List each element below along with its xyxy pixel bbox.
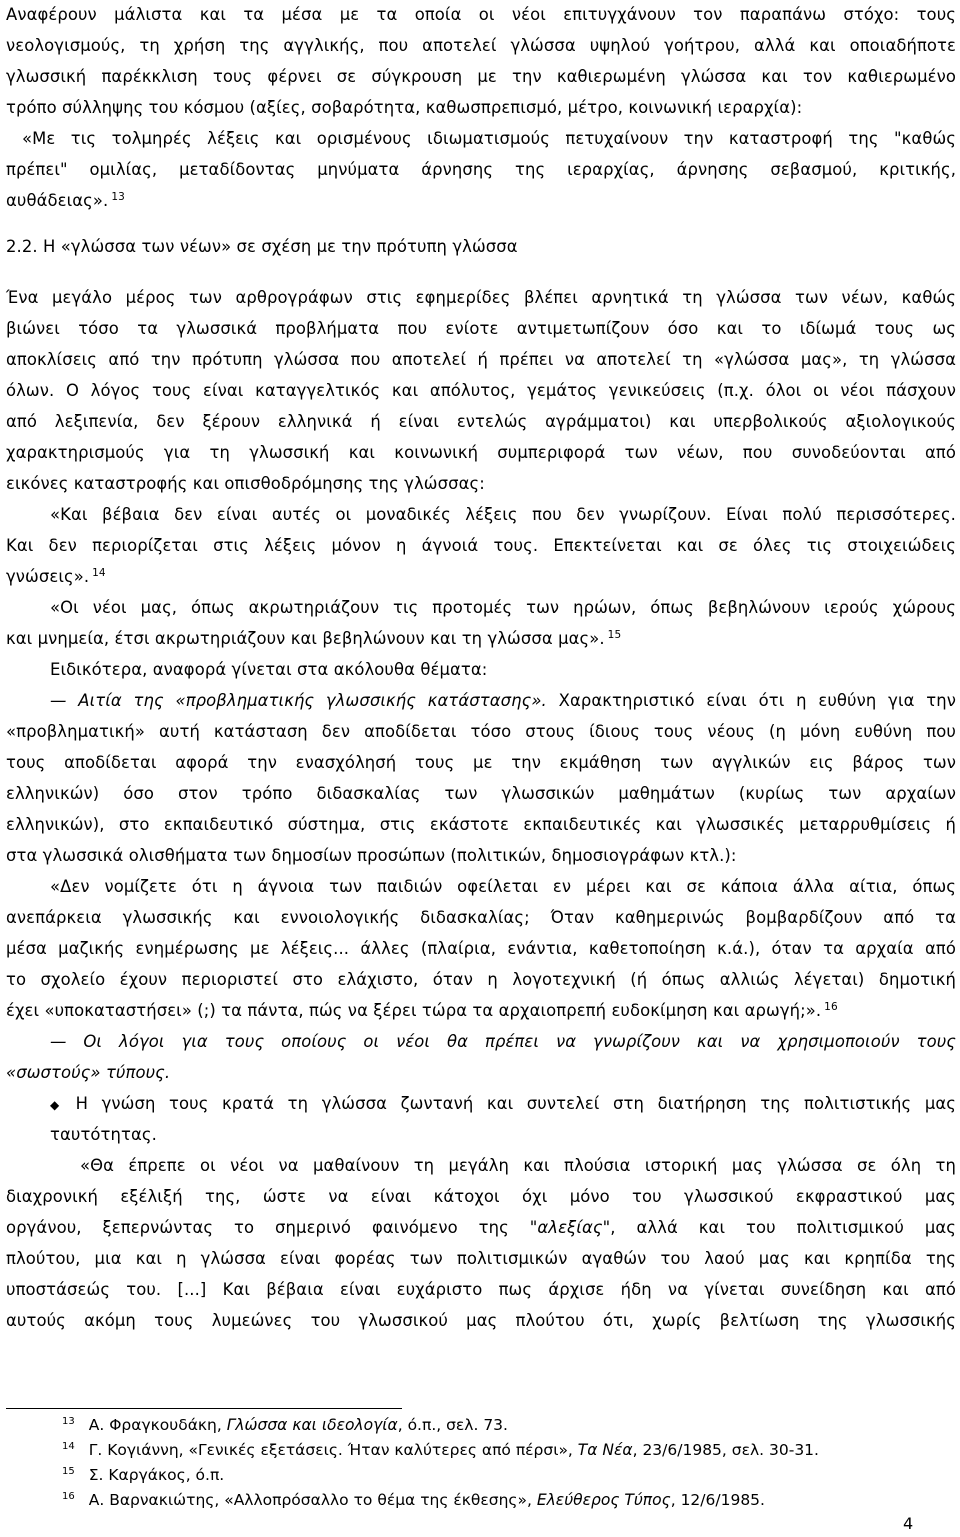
quote-line: Και δεν περιορίζεται στις λέξεις μόνον η άγνοιά τους. Επεκτείνεται και σε όλες τις στοιχειώδεις	[6, 536, 956, 555]
footnote: $^{15}$ Σ. Καργάκος, ό.π.	[62, 1465, 225, 1484]
quote-line: «Δεν νομίζετε ότι η άγνοια των παιδιών οφείλεται εν μέρει και σε κάποια άλλα αίτια, όπως	[50, 877, 956, 896]
body-line: αποκλίσεις από την πρότυπη γλώσσα που αποτελεί ή πρέπει να αποτελεί τη «γλώσσα μας», τη γλώσσα	[6, 350, 956, 369]
quote-line: οργάνου, ξεπερνώντας το σημερινό φαινόμενο της "αλεξίας", αλλά και του πολιτισμικού μας	[6, 1218, 957, 1237]
diamond-bullet-icon: ◆	[50, 1098, 68, 1112]
quote-line: το σχολείο έχουν περιοριστεί στο ελάχιστο, όταν η λογοτεχνική (ή όπως αλλιώς λέγεται) δημοτική	[6, 970, 956, 989]
footnote: $^{13}$ Α. Φραγκουδάκη, Γλώσσα και ιδεολογία, ό.π., σελ. 73.	[62, 1415, 508, 1434]
body-line: εικόνες καταστροφής και οπισθοδρόμησης της γλώσσας:	[6, 474, 485, 493]
quote-line: πρέπει" ομιλίας, μεταδίδοντας μηνύματα άρνησης της ιεραρχίας, άρνησης σεβασμού, κριτικής,	[6, 160, 956, 179]
body-line: Ειδικότερα, αναφορά γίνεται στα ακόλουθα θέματα:	[50, 660, 488, 679]
body-line: ελληνικών), στο εκπαιδευτικό σύστημα, στις εκάστοτε εκπαιδευτικές και γλωσσικές μεταρρυθμίσεις ή	[6, 815, 956, 834]
footnote: $^{14}$ Γ. Κογιάννη, «Γενικές εξετάσεις. Ήταν καλύτερες από πέρσι», Τα Νέα, 23/6/1985, σελ. 30-31.	[62, 1440, 819, 1459]
footnote-ref-16: 16	[824, 1000, 838, 1013]
quote-line: «Και βέβαια δεν είναι αυτές οι μοναδικές λέξεις που δεν γνωρίζουν. Είναι πολύ περισσότερες.	[50, 505, 956, 524]
body-line: γλωσσική παρέκκλιση τους φέρνει σε σύγκρουση με την καθιερωμένη γλώσσα και τον καθιερωμένο	[6, 67, 956, 86]
body-line: Αναφέρουν μάλιστα και τα μέσα με τα οποία οι νέοι επιτυγχάνουν τον παραπάνω στόχο: τους	[6, 5, 956, 24]
bullet-item: ταυτότητας.	[50, 1125, 157, 1144]
footnote: $^{16}$ Α. Βαρνακιώτης, «Αλλοπρόσαλλο το θέμα της έκθεσης», Ελεύθερος Τύπος, 12/6/1985.	[62, 1490, 765, 1509]
body-line: τρόπο σύλληψης του κόσμου (αξίες, σοβαρότητα, καθωσπρεπισμό, μέτρο, κοινωνική ιεραρχία):	[6, 98, 803, 117]
quote-line: μέσα μαζικής ενημέρωσης με λέξεις... άλλες (πλαίρια, ενάντια, καθετοποίηση κ.ά.), όταν τα αρχαία από	[6, 939, 956, 958]
footnote-ref-15: 15	[607, 628, 622, 641]
footnote-divider	[6, 1408, 402, 1409]
list-item-heading: — Αιτία της «προβληματικής γλωσσικής κατάστασης». Χαρακτηριστικό είναι ότι η ευθύνη για την	[50, 691, 957, 710]
quote-line: έχει «υποκαταστήσει» (;) τα πάντα, πώς να ξέρει τώρα τα αρχαιοπρεπή ευδοκίμηση και αρωγή;». $^{16}$	[6, 1000, 838, 1020]
quote-line: και μνημεία, έτσι ακρωτηριάζουν και βεβηλώνουν και τη γλώσσα μας». $^{15}$	[6, 628, 622, 648]
bullet-item: ◆ Η γνώση τους κρατά τη γλώσσα ζωντανή και συντελεί στη διατήρηση της πολιτιστικής μας	[50, 1094, 956, 1113]
body-line: «προβληματική» αυτή κατάσταση δεν αποδίδεται τόσο στους ίδιους τους νέους (η μόνη ευθύνη που	[6, 722, 956, 741]
quote-line: «Οι νέοι μας, όπως ακρωτηριάζουν τις προτομές των ηρώων, όπως βεβηλώνουν ιερούς χώρους	[50, 598, 956, 617]
body-line: στα γλωσσικά ολισθήματα των δημοσίων προσώπων (πολιτικών, δημοσιογράφων κτλ.):	[6, 846, 737, 865]
list-item-heading: «σωστούς» τύπους.	[6, 1063, 171, 1082]
footnote-ref-13: 13	[111, 190, 125, 203]
body-line: από λεξιπενία, δεν ξέρουν ελληνικά ή είναι εντελώς αγράμματοι) και υπερβολικούς αξιολογικούς	[6, 412, 956, 431]
body-line: βιώνει τόσο τα γλωσσικά προβλήματα που ενίοτε αντιμετωπίζουν όσο και το ιδίωμά τους ως	[6, 319, 956, 338]
body-line: χαρακτηρισμούς για τη γλωσσική και κοινωνική συμπεριφορά των νέων, που συνοδεύονται από	[6, 443, 956, 462]
quote-line: γνώσεις». $^{14}$	[6, 566, 106, 586]
section-heading: 2.2. Η «γλώσσα των νέων» σε σχέση με την πρότυπη γλώσσα	[6, 237, 518, 256]
footnote-ref-14: 14	[92, 566, 106, 579]
page-number: 4	[903, 1514, 914, 1533]
quote-line: πλούτου, μια και η γλώσσα είναι φορέας των πολιτισμικών αγαθών του λαού μας και κρηπίδα της	[6, 1249, 956, 1268]
body-line: Ένα μεγάλο μέρος των αρθρογράφων στις εφημερίδες βλέπει αρνητικά τη γλώσσα των νέων, καθώς	[6, 288, 956, 307]
quote-line: αυθάδειας». $^{13}$	[6, 190, 125, 210]
list-item-heading: — Οι λόγοι για τους οποίους οι νέοι θα πρέπει να γνωρίζουν και να χρησιμοποιούν τους	[50, 1032, 956, 1051]
quote-line: ανεπάρκεια γλωσσικής και εννοιολογικής διδασκαλίας; Όταν καθημερινώς βομβαρδίζουν από τα	[6, 908, 956, 927]
body-line: νεολογισμούς, τη χρήση της αγγλικής, που αποτελεί γλώσσα υψηλού γοήτρου, αλλά και οποιαδήποτε	[6, 36, 956, 55]
quote-line: «Θα έπρεπε οι νέοι να μαθαίνουν τη μεγάλη και πλούσια ιστορική μας γλώσσα σε όλη τη	[80, 1156, 956, 1175]
quote-line: «Με τις τολμηρές λέξεις και ορισμένους ιδιωματισμούς πετυχαίνουν την καταστροφή της "καθώς	[22, 129, 956, 148]
quote-line: υποστάσεώς του. [...] Και βέβαια είναι ευχάριστο πως άρχισε ήδη να γίνεται συνείδηση και από	[6, 1280, 956, 1299]
body-line: τους αποδίδεται αφορά την ενασχόλησή τους με την εκμάθηση των αγγλικών εις βάρος των	[6, 753, 956, 772]
quote-line: αυτούς ακόμη τους λυμεώνες του γλωσσικού μας πλούτου ότι, χωρίς βελτίωση της γλωσσικής	[6, 1311, 956, 1330]
quote-line: διαχρονική εξέλιξή της, ώστε να είναι κάτοχοι όχι μόνο του γλωσσικού εκφραστικού μας	[6, 1187, 956, 1206]
body-line: όλων. Ο λόγος τους είναι καταγγελτικός και απόλυτος, γεμάτος γενικεύσεις (π.χ. όλοι οι νέοι πάσχουν	[6, 381, 956, 400]
body-line: ελληνικών) όσο στον τρόπο διδασκαλίας των γλωσσικών μαθημάτων (κυρίως των αρχαίων	[6, 784, 956, 803]
